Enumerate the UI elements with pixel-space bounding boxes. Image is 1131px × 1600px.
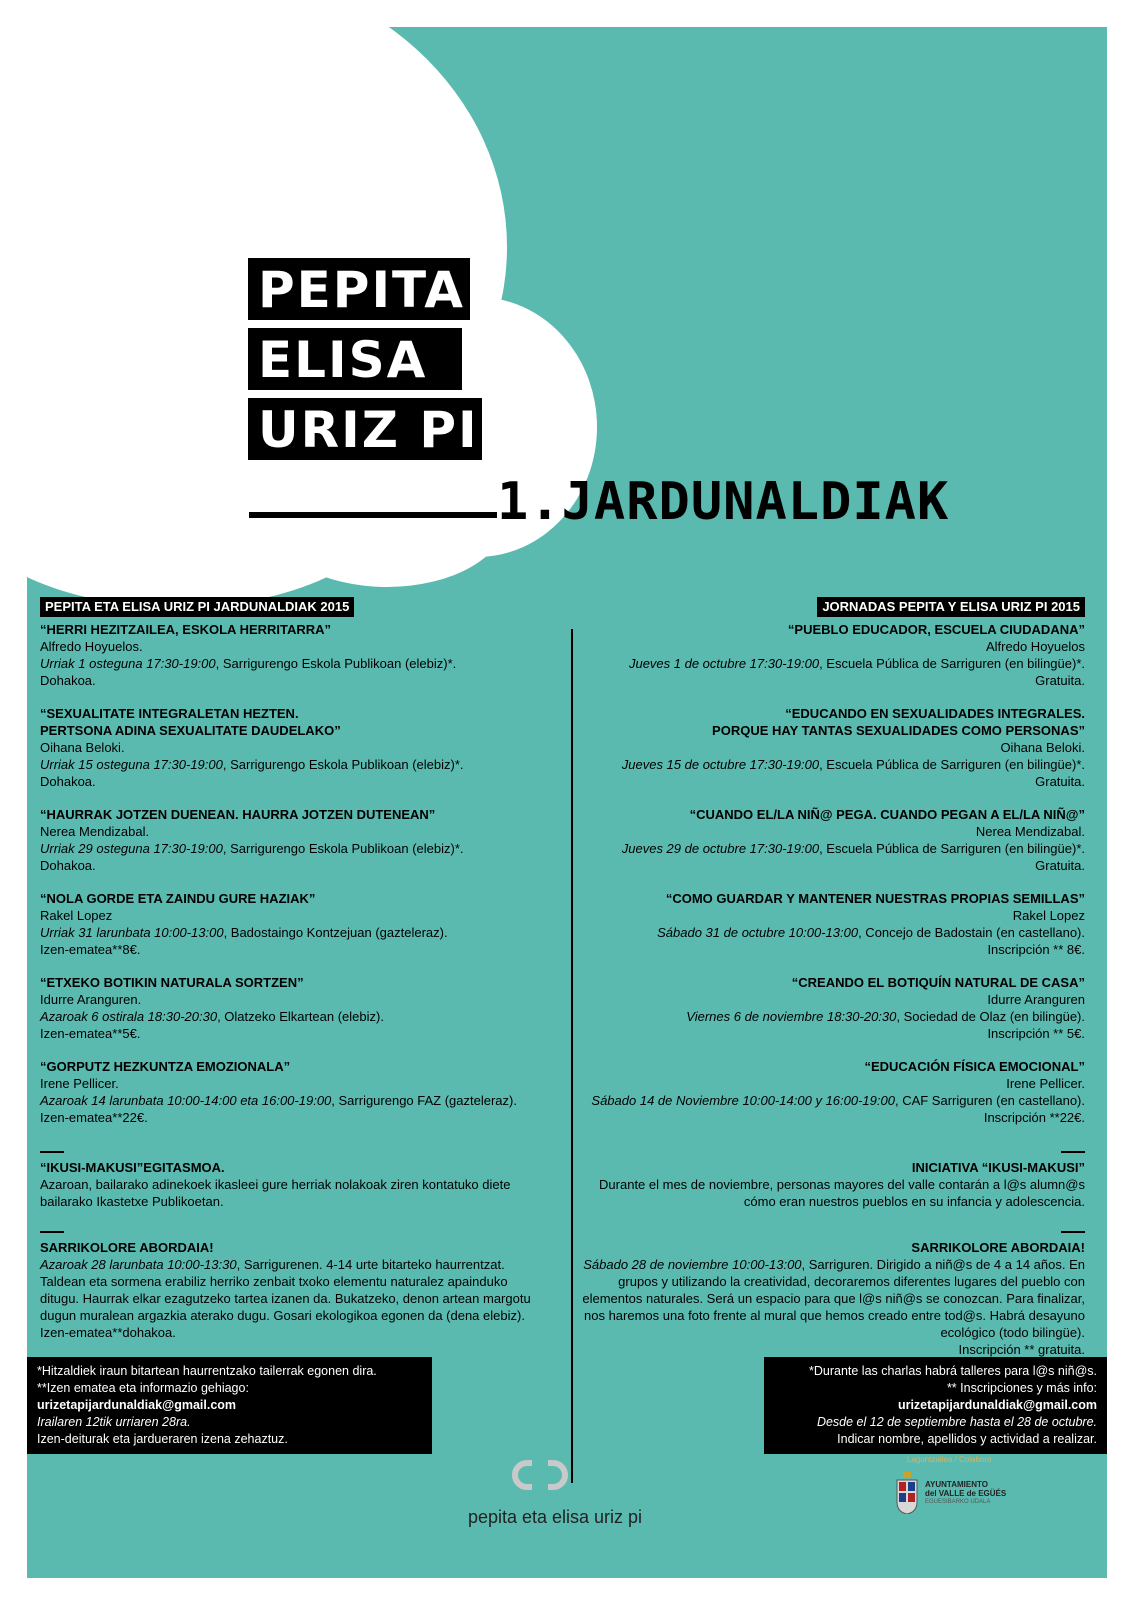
title-line: PEPITA xyxy=(258,261,465,319)
event-where: , Sarrigurengo Eskola Publikoan (elebiz)*. xyxy=(222,757,464,772)
right-column-header: JORNADAS PEPITA Y ELISA URIZ PI 2015 xyxy=(817,597,1085,617)
final-text xyxy=(40,1256,545,1324)
event-title: “CUANDO EL/LA NIÑ@ PEGA. CUANDO PEGAN A EL/LA NIÑ@” xyxy=(689,807,1085,822)
right-column xyxy=(580,597,1085,1374)
initiative-text: Azaroan, bailarako adinekoek ikasleei gure herriak nolakoak ziren kontatuko diete bailarako Ikastetxe Publikoetan. xyxy=(40,1177,511,1209)
event-where: , Escuela Pública de Sarriguren (en bilingüe)*. xyxy=(819,841,1085,856)
title-line: URIZ PI xyxy=(258,401,479,459)
event-speaker: Oihana Beloki. xyxy=(1000,740,1085,755)
event-where: , Sarrigurengo FAZ (gazteleraz). xyxy=(331,1093,517,1108)
event-when: Azaroak 6 ostirala 18:30-20:30 xyxy=(40,1009,218,1024)
initiative-block xyxy=(40,1142,545,1210)
event-price: Izen-ematea**22€. xyxy=(40,1110,148,1125)
event-block xyxy=(580,806,1085,874)
final-when: Sábado 28 de noviembre 10:00-13:00 xyxy=(583,1257,802,1272)
event-schedule xyxy=(40,756,545,773)
sponsor-label: Laguntzailea / Colabora xyxy=(907,1455,992,1464)
final-text xyxy=(580,1256,1085,1341)
event-speaker: Nerea Mendizabal. xyxy=(975,824,1085,839)
sponsor-line: EGUESIBARKO UDALA xyxy=(925,1498,991,1505)
dash-rule xyxy=(40,1231,64,1233)
org-name: pepita eta elisa uriz pi xyxy=(467,1507,643,1527)
event-where: , Sarrigurengo Eskola Publikoan (elebiz)*. xyxy=(215,656,457,671)
event-where: , Badostaingo Kontzejuan (gazteleraz). xyxy=(223,925,448,940)
event-title: “NOLA GORDE ETA ZAINDU GURE HAZIAK” xyxy=(40,891,316,906)
event-title: “SEXUALITATE INTEGRALETAN HEZTEN. xyxy=(40,706,299,721)
left-column-header: PEPITA ETA ELISA URIZ PI JARDUNALDIAK 2015 xyxy=(40,597,354,617)
event-when: Viernes 6 de noviembre 18:30-20:30 xyxy=(686,1009,897,1024)
title-box xyxy=(248,258,470,320)
event-price: Gratuita. xyxy=(1035,858,1085,873)
coat-of-arms-icon xyxy=(895,1472,919,1514)
dash-rule xyxy=(40,1151,64,1153)
event-price: Gratuita. xyxy=(1035,673,1085,688)
initiative-block xyxy=(580,1142,1085,1210)
event-schedule xyxy=(580,924,1085,941)
event-when: Urriak 1 osteguna 17:30-19:00 xyxy=(40,656,216,671)
title-line: ELISA xyxy=(258,331,428,389)
event-title: “EDUCANDO EN SEXUALIDADES INTEGRALES. xyxy=(785,706,1085,721)
event-when: Jueves 15 de octubre 17:30-19:00 xyxy=(621,757,820,772)
event-when: Sábado 14 de Noviembre 10:00-14:00 y 16:00-19:00 xyxy=(591,1093,895,1108)
initiative-text: Durante el mes de noviembre, personas mayores del valle contarán a l@s alumn@s cómo eran nuestros pueblos en su infancia y adolescencia. xyxy=(599,1177,1085,1209)
dash-rule xyxy=(1061,1151,1085,1153)
event-when: Jueves 29 de octubre 17:30-19:00 xyxy=(621,841,820,856)
main-heading: 1.JARDUNALDIAK xyxy=(497,472,950,532)
event-title: PORQUE HAY TANTAS SEXUALIDADES COMO PERSONAS” xyxy=(712,723,1085,738)
event-where: , Sociedad de Olaz (en bilingüe). xyxy=(896,1009,1085,1024)
event-speaker: Irene Pellicer. xyxy=(40,1076,119,1091)
final-when: Azaroak 28 larunbata 10:00-13:30 xyxy=(40,1257,237,1272)
event-price: Inscripción **22€. xyxy=(983,1110,1085,1125)
event-price: Izen-ematea**8€. xyxy=(40,942,141,957)
org-logo-icon xyxy=(512,1460,568,1490)
note-line: Izen-deiturak eta jardueraren izena zehaztuz. xyxy=(37,1432,288,1446)
event-block xyxy=(40,974,545,1042)
event-price: Dohakoa. xyxy=(40,673,96,688)
event-speaker: Idurre Aranguren. xyxy=(40,992,142,1007)
event-speaker: Alfredo Hoyuelos xyxy=(986,639,1085,654)
dash-rule xyxy=(1061,1231,1085,1233)
note-dates: Irailaren 12tik urriaren 28ra. xyxy=(37,1415,191,1429)
event-schedule xyxy=(40,655,545,672)
event-speaker: Nerea Mendizabal. xyxy=(40,824,150,839)
event-schedule xyxy=(580,756,1085,773)
note-email[interactable]: urizetapijardunaldiak@gmail.com xyxy=(897,1398,1097,1412)
poster xyxy=(27,27,1107,1578)
event-when: Urriak 29 osteguna 17:30-19:00 xyxy=(40,841,223,856)
event-title: “COMO GUARDAR Y MANTENER NUESTRAS PROPIAS SEMILLAS” xyxy=(665,891,1085,906)
event-title: “PUEBLO EDUCADOR, ESCUELA CIUDADANA” xyxy=(787,622,1085,637)
event-where: , CAF Sarriguren (en castellano). xyxy=(894,1093,1085,1108)
final-block xyxy=(580,1222,1085,1358)
event-where: , Olatzeko Elkartean (elebiz). xyxy=(217,1009,384,1024)
event-when: Urriak 31 larunbata 10:00-13:00 xyxy=(40,925,224,940)
event-block xyxy=(580,974,1085,1042)
final-block xyxy=(40,1222,545,1341)
title-box xyxy=(248,328,462,390)
event-block xyxy=(40,705,545,790)
event-price: Inscripción ** 5€. xyxy=(987,1026,1085,1041)
event-title: “GORPUTZ HEZKUNTZA EMOZIONALA” xyxy=(40,1059,291,1074)
event-price: Izen-ematea**5€. xyxy=(40,1026,141,1041)
event-block xyxy=(580,890,1085,958)
event-block xyxy=(40,806,545,874)
event-schedule xyxy=(580,1092,1085,1109)
event-speaker: Alfredo Hoyuelos. xyxy=(40,639,143,654)
event-title: “ETXEKO BOTIKIN NATURALA SORTZEN” xyxy=(40,975,304,990)
left-note-box xyxy=(27,1357,432,1454)
event-title: “EDUCACIÓN FÍSICA EMOCIONAL” xyxy=(864,1059,1085,1074)
title-box xyxy=(248,398,482,460)
event-where: , Escuela Pública de Sarriguren (en bilingüe)*. xyxy=(819,656,1085,671)
event-block xyxy=(40,621,545,689)
title-rule xyxy=(249,512,497,518)
event-block xyxy=(40,890,545,958)
final-desc: , Sarriguren. Dirigido a niñ@s de 4 a 14 años. En grupos y utilizando la creatividad, decoraremos diferentes lugares del pueblo con elementos naturales. Será un espacio para que l@s niñ@s se conozcan. Para finalizar, nos haremos una foto frente al mural que hemos creado entre tod@s. Habrá desayuno ecológico (todo bilingüe). xyxy=(582,1257,1085,1340)
final-title: SARRIKOLORE ABORDAIA! xyxy=(40,1240,214,1255)
event-schedule xyxy=(40,840,545,857)
event-block xyxy=(580,1058,1085,1126)
event-when: Jueves 1 de octubre 17:30-19:00 xyxy=(628,656,820,671)
event-where: , Sarrigurengo Eskola Publikoan (elebiz)*. xyxy=(222,841,464,856)
event-title: “HERRI HEZITZAILEA, ESKOLA HERRITARRA” xyxy=(40,622,332,637)
initiative-title: INICIATIVA “IKUSI-MAKUSI” xyxy=(911,1160,1085,1175)
event-block xyxy=(580,621,1085,689)
note-line: *Hitzaldiek iraun bitartean haurrentzako tailerrak egonen dira. xyxy=(37,1364,377,1378)
event-title: “CREANDO EL BOTIQUÍN NATURAL DE CASA” xyxy=(791,975,1085,990)
event-when: Sábado 31 de octubre 10:00-13:00 xyxy=(657,925,859,940)
right-note-box xyxy=(764,1357,1107,1454)
event-speaker: Idurre Aranguren xyxy=(987,992,1085,1007)
event-price: Inscripción ** 8€. xyxy=(987,942,1085,957)
note-dates: Desde el 12 de septiembre hasta el 28 de octubre. xyxy=(816,1415,1097,1429)
note-line: Indicar nombre, apellidos y actividad a realizar. xyxy=(837,1432,1097,1446)
event-schedule xyxy=(40,1008,545,1025)
final-price: Izen-ematea**dohakoa. xyxy=(40,1325,176,1340)
sponsor-line: AYUNTAMIENTO xyxy=(925,1479,988,1489)
initiative-title: “IKUSI-MAKUSI”EGITASMOA. xyxy=(40,1160,225,1175)
note-email[interactable]: urizetapijardunaldiak@gmail.com xyxy=(37,1398,237,1412)
event-where: , Escuela Pública de Sarriguren (en bilingüe)*. xyxy=(819,757,1085,772)
event-schedule xyxy=(580,840,1085,857)
event-price: Dohakoa. xyxy=(40,858,96,873)
left-column xyxy=(40,597,545,1357)
event-schedule xyxy=(580,1008,1085,1025)
event-when: Azaroak 14 larunbata 10:00-14:00 eta 16:00-19:00 xyxy=(40,1093,332,1108)
sponsor-block xyxy=(895,1455,1075,1514)
event-speaker: Irene Pellicer. xyxy=(1006,1076,1085,1091)
event-title: PERTSONA ADINA SEXUALITATE DAUDELAKO” xyxy=(40,723,341,738)
event-schedule xyxy=(40,1092,545,1109)
final-desc: , Sarrigurenen. 4-14 urte bitarteko haurrentzat. Taldean eta sormena erabiliz herriko zenbait txoko elementu naturalez apainduko ditugu. Haurrak elkar ezagutzeko tartea izanen da. Bukatzeko, denon artean margotu dugun muralean argazkia aterako dugu. Gosari ekologikoa egonen da (dena elebiz). xyxy=(40,1257,531,1323)
event-price: Dohakoa. xyxy=(40,774,96,789)
final-title: SARRIKOLORE ABORDAIA! xyxy=(911,1240,1085,1255)
note-line: ** Inscripciones y más info: xyxy=(946,1381,1097,1395)
note-line: **Izen ematea eta informazio gehiago: xyxy=(37,1381,249,1395)
event-schedule xyxy=(580,655,1085,672)
column-divider xyxy=(571,629,573,1483)
event-speaker: Rakel Lopez xyxy=(40,908,113,923)
final-price: Inscripción ** gratuita. xyxy=(958,1342,1085,1357)
event-when: Urriak 15 osteguna 17:30-19:00 xyxy=(40,757,223,772)
event-schedule xyxy=(40,924,545,941)
event-block xyxy=(40,1058,545,1126)
event-where: , Concejo de Badostain (en castellano). xyxy=(858,925,1085,940)
event-price: Gratuita. xyxy=(1035,774,1085,789)
event-speaker: Rakel Lopez xyxy=(1012,908,1085,923)
sponsor-line: del VALLE de EGÜÉS xyxy=(925,1488,1007,1498)
event-title: “HAURRAK JOTZEN DUENEAN. HAURRA JOTZEN DUTENEAN” xyxy=(40,807,436,822)
note-line: *Durante las charlas habrá talleres para l@s niñ@s. xyxy=(808,1364,1097,1378)
event-speaker: Oihana Beloki. xyxy=(40,740,125,755)
event-block xyxy=(580,705,1085,790)
